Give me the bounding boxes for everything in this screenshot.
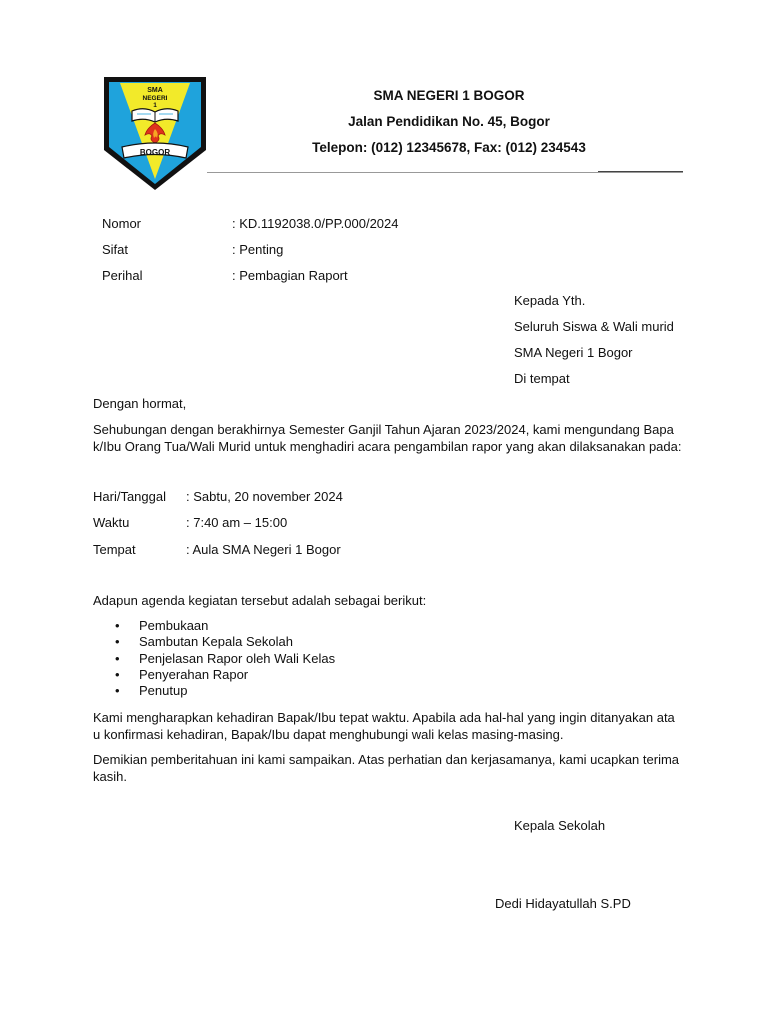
bullet-icon: • xyxy=(115,683,120,699)
agenda-item-label: Penjelasan Rapor oleh Wali Kelas xyxy=(139,650,336,666)
agenda-item xyxy=(93,683,335,699)
meta-label-perihal: Perihal xyxy=(102,268,143,283)
closing-paragraph xyxy=(93,751,693,785)
meta-value-perihal: : Pembagian Raport xyxy=(232,268,348,283)
recipient-line: Seluruh Siswa & Wali murid xyxy=(514,319,674,334)
recipient-line: Di tempat xyxy=(514,371,570,386)
signature-name: Dedi Hidayatullah S.PD xyxy=(495,896,631,911)
agenda-item xyxy=(93,667,335,683)
logo-text-number: 1 xyxy=(153,102,157,109)
event-label-time: Waktu xyxy=(93,515,130,530)
bullet-icon: • xyxy=(115,666,120,682)
recipient-line: SMA Negeri 1 Bogor xyxy=(514,345,633,360)
event-label-place: Tempat xyxy=(93,542,136,557)
meta-label-nomor: Nomor xyxy=(102,216,142,231)
bullet-icon: • xyxy=(115,634,120,650)
meta-label-sifat: Sifat xyxy=(102,242,129,257)
recipient-line: Kepada Yth. xyxy=(514,293,586,308)
signature-title: Kepala Sekolah xyxy=(514,818,606,833)
header-rule-accent xyxy=(598,171,683,172)
event-value-time: : 7:40 am – 15:00 xyxy=(186,515,288,530)
meta-value-sifat: : Penting xyxy=(232,242,284,257)
agenda-intro: Adapun agenda kegiatan tersebut adalah sebagai berikut: xyxy=(93,593,427,608)
agenda-item-label: Penyerahan Rapor xyxy=(139,666,249,682)
agenda-item-label: Penutup xyxy=(139,683,188,699)
event-value-date: : Sabtu, 20 november 2024 xyxy=(186,489,343,504)
closing-line: Demikian pemberitahuan ini kami sampaikan. Atas perhatian dan kerjasamanya, kami ucapkan terima xyxy=(93,752,680,767)
closing-line: kasih. xyxy=(93,769,127,784)
logo-banner-text: BOGOR xyxy=(139,148,171,157)
school-name: SMA NEGERI 1 BOGOR xyxy=(373,88,525,103)
intro-line: Sehubungan dengan berakhirnya Semester Ganjil Tahun Ajaran 2023/2024, kami mengundang Bapa xyxy=(93,422,674,437)
header-rule xyxy=(207,172,683,173)
logo-text-sma: SMA xyxy=(147,87,163,94)
hope-line: Kami mengharapkan kehadiran Bapak/Ibu tepat waktu. Apabila ada hal-hal yang ingin ditanyakan ata xyxy=(93,710,675,725)
bullet-icon: • xyxy=(115,650,120,666)
banner xyxy=(122,143,188,158)
school-address: Jalan Pendidikan No. 45, Bogor xyxy=(348,114,550,129)
agenda-list xyxy=(93,618,335,699)
meta-value-nomor: : KD.1192038.0/PP.000/2024 xyxy=(232,216,399,231)
agenda-item xyxy=(93,651,335,667)
agenda-item-label: Pembukaan xyxy=(139,618,209,633)
event-label-date: Hari/Tanggal xyxy=(93,489,166,504)
event-value-place: : Aula SMA Negeri 1 Bogor xyxy=(186,542,341,557)
intro-line: k/Ibu Orang Tua/Wali Murid untuk menghadiri acara pengambilan rapor yang akan dilaksanakan pada: xyxy=(93,439,682,454)
school-contact: Telepon: (012) 12345678, Fax: (012) 234543 xyxy=(312,140,586,155)
school-logo xyxy=(102,75,208,192)
agenda-item-label: Sambutan Kepala Sekolah xyxy=(139,634,293,650)
hope-line: u konfirmasi kehadiran, Bapak/Ibu dapat menghubungi wali kelas masing-masing. xyxy=(93,727,564,742)
greeting: Dengan hormat, xyxy=(93,396,187,411)
bullet-icon: • xyxy=(115,618,120,633)
intro-paragraph xyxy=(93,421,693,455)
agenda-item xyxy=(93,634,335,650)
agenda-item xyxy=(93,618,335,634)
logo-text-negeri: NEGERI xyxy=(142,95,168,102)
hope-paragraph xyxy=(93,709,693,743)
